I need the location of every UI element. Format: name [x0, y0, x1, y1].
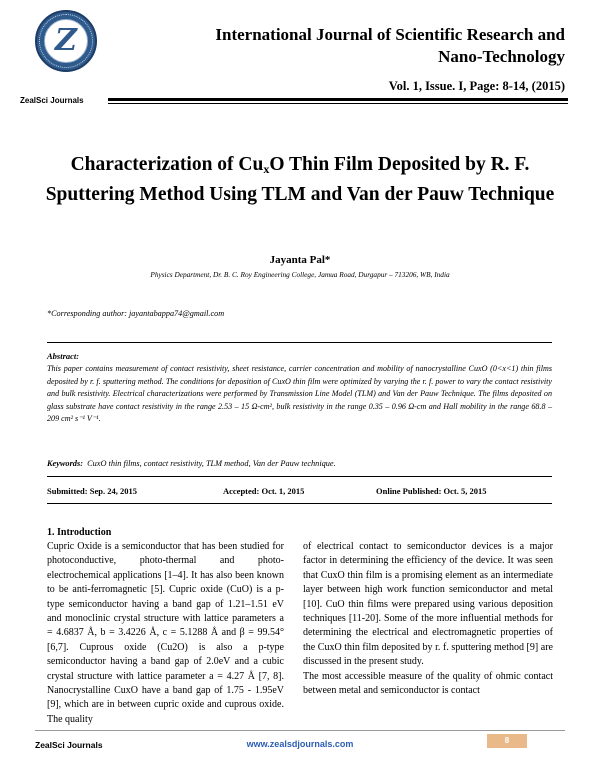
header-rule-thick: [108, 98, 568, 101]
abstract-text: This paper contains measurement of contact resistivity, sheet resistance, carrier concentration and mobility of nanocrystalline CuxO (0<x<1) thin films deposited by r. f. sputtering method. The conditions for deposition of CuxO thin film were optimized by varying the r. f. power to vary the contact resistivity and bulk resistivity. Electrical characterizations were performed by Transmission Line Model (TLM) and Van der Pauw Technique. The films deposited on glass substrate have contact resistivity in the range 2.53 – 15 Ω-cm², bulk resistivity in the range 0.35 – 0.96 Ω-cm and Hall mobility in the range 68.8 – 209 cm² s⁻¹ V⁻¹.: [47, 364, 552, 423]
keywords-text: CuxO thin films, contact resistivity, TLM method, Van der Pauw technique.: [87, 459, 336, 468]
keywords: [47, 459, 336, 468]
section-heading-introduction: 1. Introduction: [47, 527, 112, 538]
corresponding-author: *Corresponding author: jayantabappa74@gmail.com: [47, 309, 225, 318]
header-rule-thin: [108, 103, 568, 104]
footer-publisher: ZealSci Journals: [35, 740, 103, 750]
paper-title: [30, 150, 570, 210]
title-part2: O Thin Film Deposited by R. F. Sputtering Method Using TLM and Van der Pauw Technique: [45, 154, 555, 205]
title-part1: Characterization of Cu: [70, 154, 264, 175]
volume-info: Vol. 1, Issue. I, Page: 8-14, (2015): [388, 79, 565, 93]
publisher-name: ZealSci Journals: [20, 96, 84, 105]
dates-bottom-rule: [47, 503, 552, 504]
body-column-left: [47, 540, 284, 727]
dates-top-rule: [47, 476, 552, 477]
publisher-logo: [35, 10, 97, 72]
logo-letter: Z: [44, 19, 88, 63]
keywords-label: Keywords:: [47, 459, 83, 468]
author-name: Jayanta Pal*: [269, 254, 331, 266]
body-column-right: [303, 540, 553, 698]
date-submitted: Submitted: Sep. 24, 2015: [47, 486, 137, 496]
footer-rule: [35, 730, 565, 731]
paragraph: The most accessible measure of the quality of ohmic contact between metal and semiconductor is contact: [303, 670, 553, 697]
page-number: 8: [487, 734, 527, 748]
date-published: Online Published: Oct. 5, 2015: [376, 486, 487, 496]
footer-url-link[interactable]: www.zealsdjournals.com: [246, 739, 354, 749]
journal-title-line2: Nano-Technology: [438, 47, 565, 66]
author-affiliation: Physics Department, Dr. B. C. Roy Engineering College, Jamua Road, Durgapur – 713206, WB, India: [150, 270, 450, 279]
journal-title-line1: International Journal of Scientific Research and: [215, 25, 565, 44]
abstract-top-rule: [47, 342, 552, 343]
abstract-heading: Abstract:: [47, 351, 80, 361]
journal-title: [125, 24, 565, 68]
title-subscript: x: [263, 162, 270, 176]
paragraph: Cupric Oxide is a semiconductor that has been studied for photoconductive, photo-thermal and photo-electrochemical applications [1–4]. It has also been known to be anti-ferromagnetic [5]. Cupric oxide (CuO) is a p-type semiconductor having a band gap of 1.21–1.51 eV and monoclinic crystal structure with lattice parameters a = 4.6837 Å, b = 3.4226 Å, c = 5.1288 Å and β = 99.54° [6,7]. Cuprous oxide (Cu2O) is also a p-type semiconductor having a band gap of 2.0eV and a cubic crystal structure with lattice parameter a = 4.27 Å [7, 8]. Nanocrystalline CuxO have a band gap of 1.75 - 1.95eV [9], which are in between cupric oxide and cuprous oxide. The quality: [47, 541, 284, 725]
date-accepted: Accepted: Oct. 1, 2015: [223, 486, 305, 496]
paragraph: of electrical contact to semiconductor devices is a major factor in determining the efficiency of the device. It was seen that CuxO thin film is a promising element as an intermediate layer between high work function semiconductor and metal [10]. CuO thin films were prepared using various deposition techniques [11-20]. Some of the more influential methods for determining the electrical and electromagnetic properties of the CuxO thin film deposited by r. f. sputtering method [9] are discussed in the present study.: [303, 541, 553, 668]
